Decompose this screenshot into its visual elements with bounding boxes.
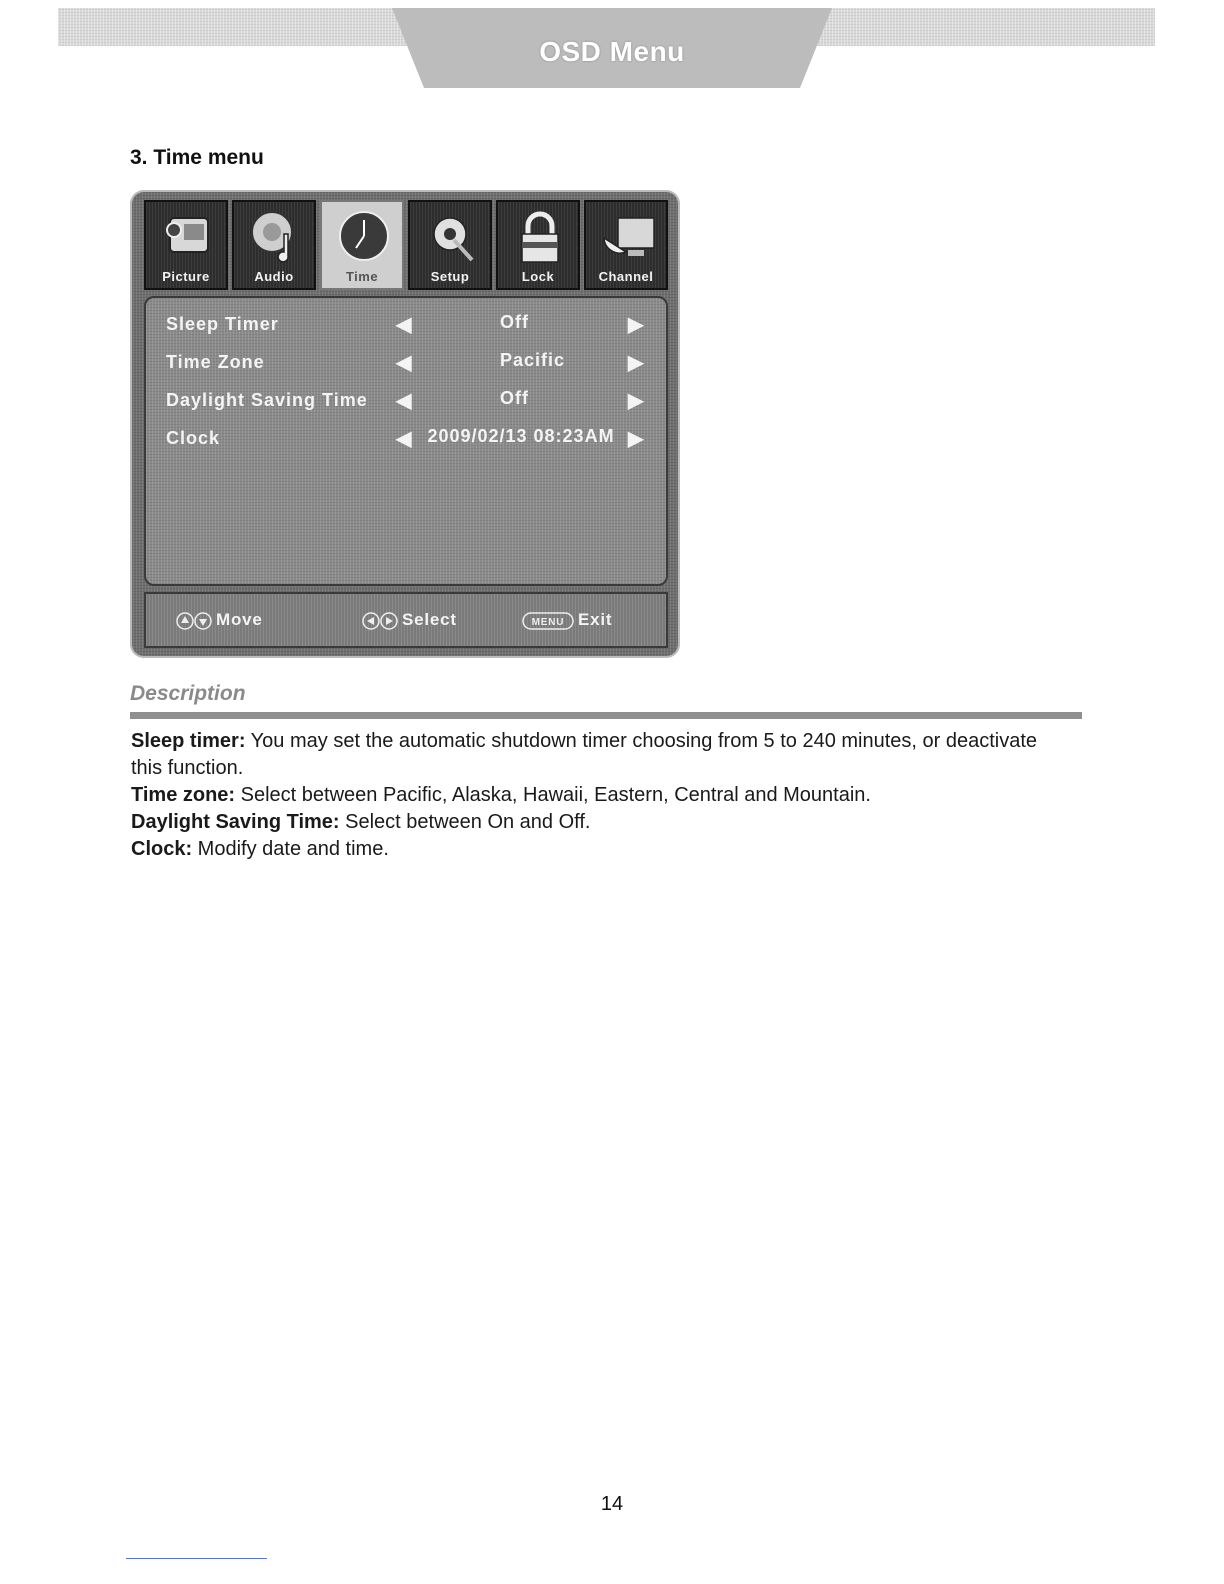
arrow-left-icon[interactable]: ◀ [396, 314, 412, 336]
setting-value: Off [500, 388, 529, 408]
tab-channel[interactable] [584, 200, 668, 290]
setting-value: Off [500, 312, 529, 332]
tab-lock[interactable] [496, 200, 580, 290]
section-title: 3. Time menu [130, 146, 264, 169]
hint-select [362, 610, 457, 630]
tab-time[interactable] [320, 200, 404, 290]
tab-channel-label: Channel [598, 269, 654, 284]
setting-row-time-zone[interactable] [146, 344, 666, 382]
audio-icon [244, 208, 308, 268]
description-heading: Description [130, 682, 246, 705]
menu-key-icon [522, 612, 574, 630]
tab-audio-label: Audio [254, 269, 294, 284]
arrow-right-icon[interactable]: ▶ [628, 314, 644, 336]
setting-value: 2009/02/13 08:23AM [427, 426, 615, 446]
desc-text: Select between On and Off. [339, 811, 591, 833]
tab-audio[interactable] [232, 200, 316, 290]
description-rule [130, 712, 1082, 719]
arrow-left-icon[interactable]: ◀ [396, 352, 412, 374]
setting-row-daylight-saving[interactable] [146, 382, 666, 420]
left-right-icon [362, 612, 398, 630]
hint-move [176, 610, 263, 630]
header-title: OSD Menu [539, 36, 685, 67]
arrow-right-icon[interactable]: ▶ [628, 390, 644, 412]
setting-label: Clock [166, 428, 221, 448]
setting-row-clock[interactable] [146, 420, 666, 458]
desc-term: Sleep timer: [131, 730, 246, 752]
desc-item [131, 809, 1071, 836]
menu-key-text: MENU [531, 616, 565, 628]
desc-item [131, 782, 1071, 809]
desc-term: Daylight Saving Time: [131, 811, 340, 833]
desc-text: Modify date and time. [192, 838, 389, 860]
lock-icon [508, 208, 572, 268]
arrow-right-icon[interactable]: ▶ [628, 352, 644, 374]
desc-text: Select between Pacific, Alaska, Hawaii, Eastern, Central and Mountain. [235, 784, 871, 806]
hint-exit-label: Exit [578, 610, 613, 629]
tab-setup[interactable] [408, 200, 492, 290]
description-body [131, 728, 1071, 863]
hint-exit [522, 610, 612, 630]
up-down-icon [176, 612, 212, 630]
settings-panel [144, 296, 668, 586]
arrow-left-icon[interactable]: ◀ [396, 390, 412, 412]
tab-time-label: Time [345, 269, 379, 284]
desc-text: You may set the automatic shutdown timer choosing from 5 to 240 minutes, or deactivate this function. [131, 730, 1038, 779]
hint-select-label: Select [402, 610, 457, 629]
desc-term: Time zone: [131, 784, 236, 806]
clock-icon [332, 208, 396, 268]
tab-picture-label: Picture [162, 269, 210, 284]
osd-footer [144, 592, 668, 648]
satellite-dish-icon [596, 208, 660, 268]
arrow-left-icon[interactable]: ◀ [396, 428, 412, 450]
arrow-right-icon[interactable]: ▶ [628, 428, 644, 450]
setting-label: Time Zone [166, 352, 265, 372]
osd-screen [130, 190, 680, 658]
setting-value: Pacific [500, 350, 566, 370]
camera-icon [156, 208, 220, 268]
desc-item [131, 728, 1071, 782]
hint-move-label: Move [216, 610, 263, 629]
osd-tab-bar [144, 200, 668, 292]
tab-setup-label: Setup [430, 269, 470, 284]
page-number: 14 [600, 1493, 624, 1515]
footnote-line [126, 1558, 267, 1559]
tab-lock-label: Lock [521, 269, 555, 284]
setting-label: Daylight Saving Time [166, 390, 368, 410]
desc-term: Clock: [131, 838, 193, 860]
setting-row-sleep-timer[interactable] [146, 306, 666, 344]
setting-label: Sleep Timer [166, 314, 279, 334]
tab-picture[interactable] [144, 200, 228, 290]
desc-item [131, 836, 1071, 863]
gear-icon [420, 208, 484, 268]
